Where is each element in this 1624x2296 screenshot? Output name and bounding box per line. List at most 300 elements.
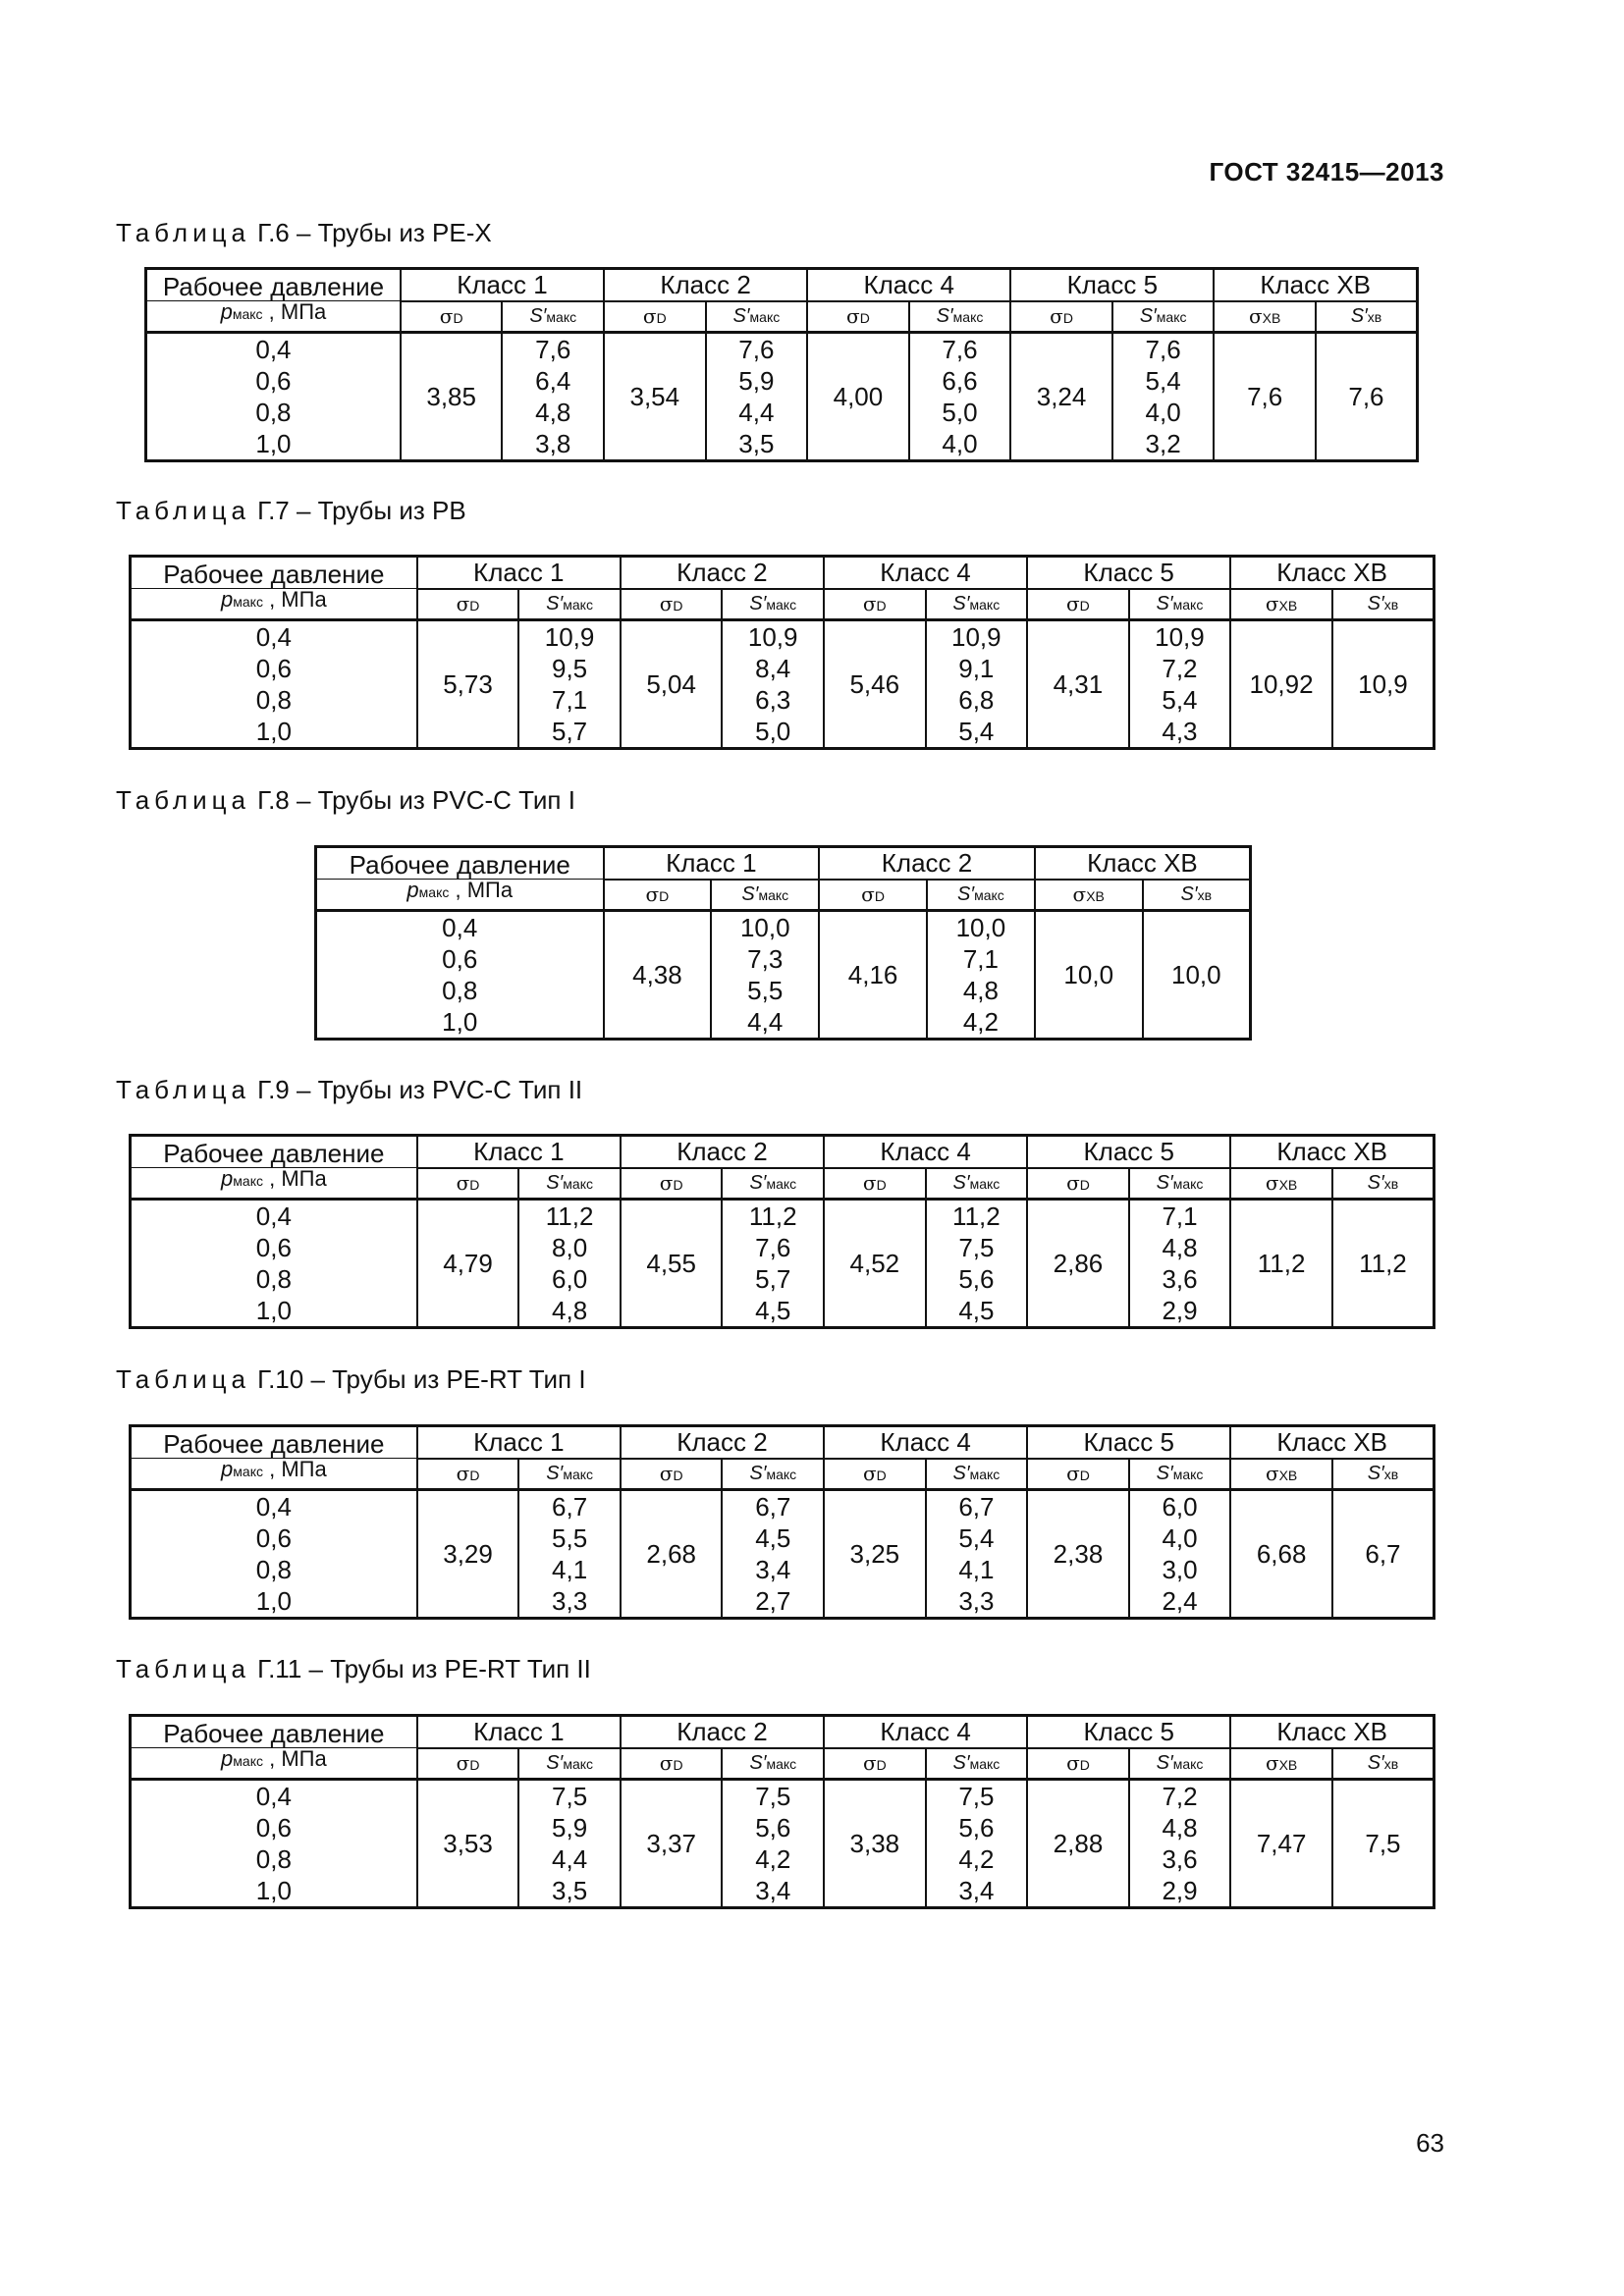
s-header [909,301,1011,333]
smax-value: 7,5 [552,1781,588,1811]
smax-value: 3,8 [535,428,571,458]
sigma-value: 2,86 [1027,1199,1129,1327]
smax-values [518,1779,621,1907]
pressure-header-label: Рабочее давление [163,1719,385,1748]
pressure-symbol: p [221,1166,234,1191]
sigma-subscript: D [876,1467,887,1483]
sigma-header [1027,589,1129,620]
class-header: Класс 1 [401,269,604,301]
smax-value: 8,4 [755,653,791,683]
sigma-symbol: σ [861,881,875,906]
smax-values [927,910,1035,1039]
data-table [314,845,1252,1041]
sigma-symbol: σ [1065,591,1080,615]
pressure-unit: , МПа [262,587,327,612]
pressure-values [146,332,401,460]
s-symbol: S′ [1350,305,1368,327]
pressure-header [131,1426,417,1459]
class-header: Класс 2 [621,1426,824,1459]
caption-title: Г.7 – Трубы из PB [249,496,466,525]
smax-value: 3,4 [755,1554,791,1584]
sigma-subscript: D [673,1467,683,1483]
s-symbol: S′ [952,1172,970,1194]
pressure-value: 0,6 [255,365,292,396]
caption-title: Г.10 – Трубы из PE-RT Тип I [249,1364,586,1394]
smax-values [706,332,808,460]
pressure-value: 0,6 [442,943,478,974]
sigma-header [417,1748,519,1780]
sigma-value: 2,38 [1027,1489,1129,1618]
smax-value: 3,5 [738,428,775,458]
sigma-value: 3,53 [417,1779,519,1907]
s-xv-value: 11,2 [1332,1199,1435,1327]
smax-value: 11,2 [748,1201,797,1231]
s-symbol: S′ [1367,1172,1384,1194]
subheader-row [131,1459,1435,1490]
smax-value: 11,2 [952,1201,1001,1231]
page-number: 63 [1416,2128,1444,2158]
smax-value: 7,2 [1162,653,1198,683]
smax-values [722,1199,824,1327]
sigma-value: 2,68 [621,1489,723,1618]
s-header [722,1168,824,1200]
smax-values [926,619,1028,748]
s-symbol: S′ [1156,1752,1173,1774]
sigma-header [824,1168,926,1200]
sigma-subscript: D [876,1176,887,1193]
smax-value: 4,4 [552,1843,588,1874]
s-subscript: хв [1197,887,1213,903]
smax-value: 4,2 [958,1843,995,1874]
s-xv-value: 6,7 [1332,1489,1435,1618]
sigma-header [1035,880,1143,911]
sigma-header [401,301,503,333]
s-symbol: S′ [936,305,953,327]
sigma-header [1230,1748,1332,1780]
smax-value: 7,1 [551,684,588,715]
smax-value: 3,0 [1162,1554,1198,1584]
pressure-value: 0,4 [255,334,292,364]
table-caption [116,1654,591,1684]
class-header: Класс 2 [621,1136,824,1168]
s-header [1143,880,1251,911]
s-symbol: S′ [749,1752,767,1774]
pressure-value: 1,0 [255,1875,292,1905]
smax-values [926,1779,1028,1907]
sigma-value: 3,24 [1010,332,1112,460]
smax-value: 5,9 [738,365,775,396]
sigma-value: 3,85 [401,332,503,460]
s-subscript: макс [1172,1467,1204,1482]
sigma-symbol: σ [456,1170,470,1195]
smax-value: 6,8 [958,684,995,715]
smax-value: 4,1 [552,1554,588,1584]
s-symbol: S′ [952,593,970,614]
smax-value: 5,4 [958,716,995,746]
sigma-header [417,1459,519,1490]
header-row [131,1426,1435,1459]
s-subscript: хв [1383,1756,1399,1772]
sigma-header [1027,1168,1129,1200]
sigma-header [621,589,723,620]
pressure-value: 0,4 [255,1781,292,1811]
s-symbol: S′ [529,305,547,327]
data-table [129,1134,1435,1329]
s-header [1316,301,1418,333]
sigma-header [1230,1459,1332,1490]
sigma-header [417,1168,519,1200]
s-header [1129,1459,1231,1490]
data-table [144,267,1419,462]
pressure-value: 0,6 [255,1232,292,1262]
pressure-unit-header [131,589,417,620]
smax-value: 4,8 [552,1295,588,1325]
table-caption [116,218,492,248]
sigma-header [1230,589,1332,620]
sigma-subscript: D [673,1176,683,1193]
smax-value: 3,6 [1162,1263,1198,1294]
pressure-value: 1,0 [255,716,292,746]
s-header [926,1459,1028,1490]
smax-value: 6,7 [958,1491,995,1522]
smax-value: 5,4 [1162,684,1198,715]
smax-value: 4,3 [1162,716,1198,746]
s-header [518,1168,621,1200]
data-table [129,555,1435,750]
smax-value: 7,1 [962,943,999,974]
sigma-header [824,1748,926,1780]
sigma-symbol: σ [1072,881,1087,906]
s-subscript: макс [969,597,1001,613]
s-symbol: S′ [957,883,975,905]
class-header: Класс 2 [621,1716,824,1748]
s-symbol: S′ [749,1172,767,1194]
sigma-header [1010,301,1112,333]
smax-value: 6,7 [755,1491,791,1522]
smax-values [518,1489,621,1618]
smax-value: 7,3 [747,943,784,974]
s-subscript: макс [563,1467,594,1482]
smax-value: 4,5 [755,1295,791,1325]
smax-value: 3,3 [958,1585,995,1616]
pressure-value: 0,6 [255,1522,292,1553]
sigma-value: 3,37 [621,1779,723,1907]
pressure-unit-header [131,1168,417,1200]
s-subscript: макс [758,887,789,903]
smax-value: 3,5 [552,1875,588,1905]
pressure-unit: , МПа [263,1457,327,1481]
smax-value: 6,0 [1162,1491,1198,1522]
s-subscript: макс [1172,597,1204,613]
sigma-header [1027,1748,1129,1780]
smax-value: 10,9 [747,621,798,652]
sigma-subscript: D [1079,1467,1090,1483]
sigma-subscript: ХВ [1278,1176,1298,1193]
pressure-values [131,619,417,748]
subheader-row [131,1168,1435,1200]
smax-value: 5,6 [755,1812,791,1842]
s-header [926,589,1028,620]
table-row [131,1199,1435,1327]
s-header [502,301,604,333]
pressure-value: 1,0 [255,1585,292,1616]
sigma-symbol: σ [659,1461,674,1485]
smax-value: 4,8 [535,397,571,427]
s-header [711,880,819,911]
caption-label: Таблица [116,785,250,815]
caption-label: Таблица [116,218,250,247]
table-row [131,619,1435,748]
sigma-symbol: σ [456,1750,470,1775]
s-subscript: хв [1383,1467,1399,1482]
s-subscript: макс [546,309,577,325]
smax-value: 7,6 [738,334,775,364]
sigma-subscript: ХВ [1278,1467,1298,1483]
s-symbol: S′ [1139,305,1157,327]
caption-label: Таблица [116,1364,250,1394]
sigma-value: 3,29 [417,1489,519,1618]
sigma-header [621,1168,723,1200]
caption-title: Г.8 – Трубы из PVC-C Тип I [249,785,575,815]
smax-value: 5,4 [1145,365,1181,396]
class-header: Класс 4 [824,1716,1027,1748]
pressure-symbol: p [221,1457,234,1481]
pressure-value: 0,8 [255,1843,292,1874]
smax-value: 2,4 [1162,1585,1198,1616]
smax-value: 10,0 [739,912,790,942]
s-subscript: макс [563,597,593,613]
class-header: Класс 5 [1027,1716,1230,1748]
smax-value: 3,2 [1145,428,1181,458]
s-subscript: хв [1367,309,1382,325]
s-subscript: макс [974,887,1004,903]
pressure-symbol: p [406,878,419,902]
sigma-value: 3,38 [824,1779,926,1907]
sigma-symbol: σ [456,1461,470,1485]
smax-value: 4,8 [962,975,999,1005]
pressure-value: 0,4 [255,621,292,652]
sigma-header [1214,301,1316,333]
subheader-row [131,589,1435,620]
sigma-header [824,589,926,620]
s-symbol: S′ [1367,593,1384,614]
sigma-header [1230,1168,1332,1200]
sigma-value: 4,00 [807,332,909,460]
smax-value: 7,1 [1162,1201,1198,1231]
sigma-subscript: D [859,309,870,326]
class-header: Класс 2 [621,557,824,589]
smax-values [722,1779,824,1907]
pressure-subscript: макс [233,594,263,610]
pressure-subscript: макс [418,884,450,900]
s-xv-value: 7,5 [1332,1779,1435,1907]
sigma-symbol: σ [1066,1750,1080,1775]
sigma-subscript: D [469,1176,480,1193]
s-subscript: макс [1156,309,1187,325]
smax-value: 6,4 [535,365,571,396]
pressure-values [316,910,604,1039]
s-header [927,880,1035,911]
class-header: Класс 4 [824,1136,1027,1168]
caption-title: Г.9 – Трубы из PVC-C Тип II [249,1075,583,1104]
s-header [722,589,824,620]
smax-value: 9,5 [551,653,588,683]
class-header: Класс 5 [1010,269,1214,301]
smax-values [1129,619,1231,748]
pressure-values [131,1489,417,1618]
data-table [129,1714,1435,1909]
s-symbol: S′ [749,593,767,614]
smax-value: 6,6 [942,365,978,396]
smax-value: 4,2 [755,1843,791,1874]
pressure-values [131,1199,417,1327]
class-header: Класс 4 [824,1426,1027,1459]
sigma-value: 10,92 [1230,619,1332,748]
class-header: Класс 1 [417,1716,621,1748]
sigma-value: 5,04 [621,619,723,748]
data-table [129,1424,1435,1620]
sigma-symbol: σ [1248,303,1263,328]
pressure-header-label: Рабочее давление [163,560,385,589]
s-symbol: S′ [1156,1463,1173,1484]
pressure-unit: , МПа [263,1746,327,1771]
s-header [1332,589,1435,620]
smax-value: 5,0 [755,716,791,746]
smax-value: 10,9 [544,621,595,652]
table-row [131,1779,1435,1907]
pressure-header-label: Рабочее давление [163,1139,385,1168]
sigma-subscript: D [876,1756,887,1773]
smax-value: 7,5 [755,1781,791,1811]
s-symbol: S′ [952,1752,970,1774]
header-row [131,1716,1435,1748]
class-header: Класс 2 [819,847,1035,880]
s-subscript: макс [766,1176,797,1192]
pressure-value: 0,6 [255,653,292,683]
s-subscript: макс [749,309,781,325]
header-row [316,847,1251,880]
s-header [1332,1748,1435,1780]
sigma-subscript: D [1079,1756,1090,1773]
class-header: Класс 4 [824,557,1027,589]
pressure-header [316,847,604,880]
s-header [518,589,621,620]
sigma-value: 4,31 [1027,619,1129,748]
s-subscript: макс [766,1467,797,1482]
s-header [706,301,808,333]
s-subscript: макс [766,1756,797,1772]
pressure-subscript: макс [233,1173,263,1189]
pressure-header [131,1136,417,1168]
s-symbol: S′ [952,1463,970,1484]
sigma-symbol: σ [642,303,657,328]
s-symbol: S′ [1367,1463,1384,1484]
smax-value: 5,7 [755,1263,791,1294]
smax-value: 2,9 [1162,1875,1198,1905]
smax-value: 2,7 [755,1585,791,1616]
sigma-subscript: ХВ [1086,887,1105,904]
sigma-symbol: σ [439,303,454,328]
sigma-header [824,1459,926,1490]
sigma-header [604,301,706,333]
pressure-subscript: макс [233,1753,263,1769]
s-header [518,1459,621,1490]
class-header: Класс ХВ [1230,557,1434,589]
sigma-subscript: D [469,597,480,614]
sigma-subscript: D [469,1756,480,1773]
smax-value: 3,4 [755,1875,791,1905]
s-header [722,1459,824,1490]
sigma-value: 5,46 [824,619,926,748]
pressure-value: 0,6 [255,1812,292,1842]
pressure-value: 0,8 [442,975,478,1005]
smax-value: 5,6 [958,1812,995,1842]
pressure-subscript: макс [232,306,263,322]
pressure-subscript: макс [233,1464,263,1479]
caption-title: Г.6 – Трубы из PE-X [249,218,492,247]
pressure-header [131,557,417,589]
smax-value: 2,9 [1162,1295,1198,1325]
smax-value: 6,7 [552,1491,588,1522]
smax-values [502,332,604,460]
smax-values [926,1489,1028,1618]
pressure-symbol: p [220,299,233,324]
sigma-header [621,1748,723,1780]
header-row [131,1136,1435,1168]
sigma-symbol: σ [1066,1461,1080,1485]
sigma-subscript: D [1079,597,1090,614]
pressure-unit-header [316,880,604,911]
s-xv-value: 7,6 [1316,332,1418,460]
smax-value: 3,4 [958,1875,995,1905]
smax-values [926,1199,1028,1327]
pressure-header [131,1716,417,1748]
smax-values [518,1199,621,1327]
pressure-values [131,1779,417,1907]
sigma-header [604,880,712,911]
sigma-value: 3,54 [604,332,706,460]
pressure-symbol: p [221,587,234,612]
pressure-value: 0,4 [255,1491,292,1522]
smax-value: 6,0 [552,1263,588,1294]
sigma-value: 4,79 [417,1199,519,1327]
s-header [1129,1168,1231,1200]
table-caption [116,496,466,526]
pressure-header-label: Рабочее давление [162,272,385,301]
class-header: Класс 1 [417,557,621,589]
smax-value: 9,1 [958,653,995,683]
pressure-value: 0,8 [255,397,292,427]
pressure-value: 0,8 [255,1554,292,1584]
sigma-symbol: σ [862,591,877,615]
smax-value: 4,5 [755,1522,791,1553]
smax-value: 7,6 [535,334,571,364]
s-subscript: макс [952,309,984,325]
smax-value: 5,7 [551,716,588,746]
smax-value: 4,1 [958,1554,995,1584]
sigma-subscript: D [1079,1176,1090,1193]
pressure-unit-header [131,1748,417,1780]
sigma-value: 2,88 [1027,1779,1129,1907]
sigma-header [807,301,909,333]
smax-values [1129,1489,1231,1618]
pressure-unit-header [131,1459,417,1490]
sigma-symbol: σ [659,591,674,615]
s-header [1332,1459,1435,1490]
pressure-unit: , МПа [262,1166,327,1191]
caption-label: Таблица [116,1075,250,1104]
class-header: Класс 2 [604,269,807,301]
